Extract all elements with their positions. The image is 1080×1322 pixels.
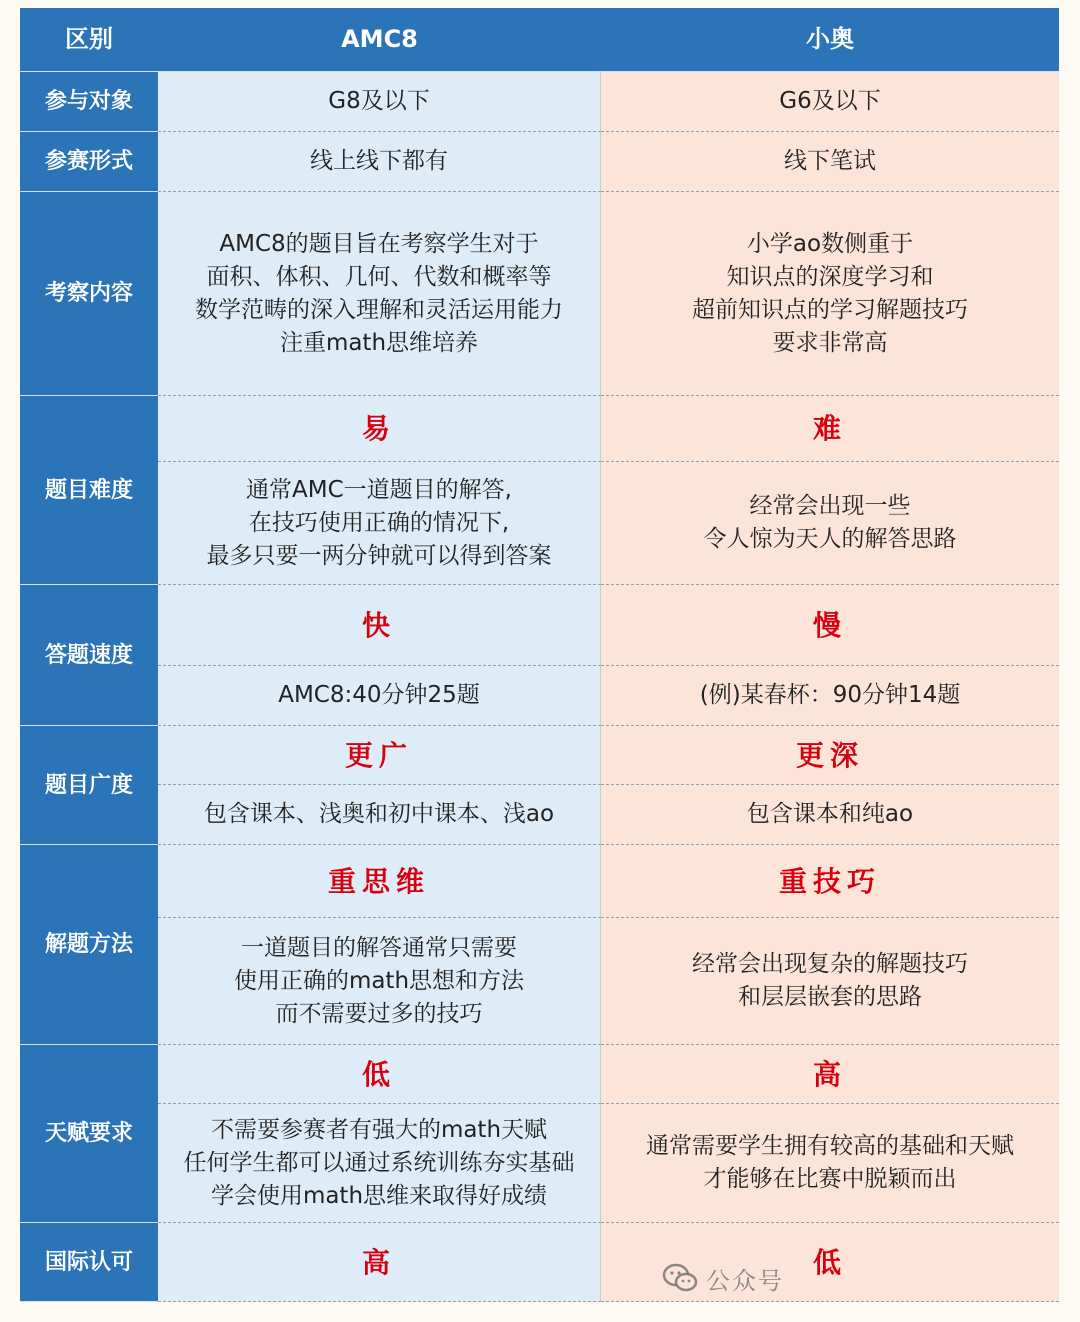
- xa-breadth-key: 更深: [601, 726, 1059, 785]
- amc-method: 一道题目的解答通常只需要 使用正确的math思想和方法 而不需要过多的技巧: [158, 918, 601, 1045]
- amc-difficulty: 通常AMC一道题目的解答, 在技巧使用正确的情况下, 最多只要一两分钟就可以得到答案: [158, 462, 601, 585]
- xa-speed: (例)某春杯：90分钟14题: [601, 666, 1059, 726]
- row-label-difficulty: 题目难度: [20, 396, 158, 585]
- xa-participants: G6及以下: [601, 72, 1059, 132]
- row-label-breadth: 题目广度: [20, 726, 158, 845]
- amc-breadth: 包含课本、浅奥和初中课本、浅ao: [158, 785, 601, 845]
- row-label-recognition: 国际认可: [20, 1223, 158, 1302]
- xa-method-key: 重技巧: [601, 845, 1059, 918]
- row-label-method: 解题方法: [20, 845, 158, 1045]
- header-difference: 区别: [20, 8, 158, 72]
- header-xiaoao: 小奥: [601, 8, 1059, 72]
- xa-talent: 通常需要学生拥有较高的基础和天赋 才能够在比赛中脱颖而出: [601, 1104, 1059, 1223]
- amc-content: AMC8的题目旨在考察学生对于 面积、体积、几何、代数和概率等 数学范畴的深入理解和灵活运用能力 注重math思维培养: [158, 192, 601, 396]
- xa-format: 线下笔试: [601, 132, 1059, 192]
- xa-recognition-key: 低: [601, 1223, 1059, 1302]
- amc-format: 线上线下都有: [158, 132, 601, 192]
- amc-difficulty-key: 易: [158, 396, 601, 462]
- amc-recognition-key: 高: [158, 1223, 601, 1302]
- row-label-speed: 答题速度: [20, 585, 158, 726]
- header-amc8: AMC8: [158, 8, 601, 72]
- row-label-talent: 天赋要求: [20, 1045, 158, 1223]
- xa-content: 小学ao数侧重于 知识点的深度学习和 超前知识点的学习解题技巧 要求非常高: [601, 192, 1059, 396]
- amc-speed-key: 快: [158, 585, 601, 666]
- watermark-text: 公众号: [706, 1266, 784, 1295]
- xa-speed-key: 慢: [601, 585, 1059, 666]
- amc-method-key: 重思维: [158, 845, 601, 918]
- amc-speed: AMC8:40分钟25题: [158, 666, 601, 726]
- amc-participants: G8及以下: [158, 72, 601, 132]
- amc-talent-key: 低: [158, 1045, 601, 1104]
- row-label-content: 考察内容: [20, 192, 158, 396]
- xa-difficulty-key: 难: [601, 396, 1059, 462]
- xa-method: 经常会出现复杂的解题技巧 和层层嵌套的思路: [601, 918, 1059, 1045]
- amc-talent: 不需要参赛者有强大的math天赋 任何学生都可以通过系统训练夯实基础 学会使用math思维来取得好成绩: [158, 1104, 601, 1223]
- amc-breadth-key: 更广: [158, 726, 601, 785]
- xa-difficulty: 经常会出现一些 令人惊为天人的解答思路: [601, 462, 1059, 585]
- row-label-format: 参赛形式: [20, 132, 158, 192]
- xa-breadth: 包含课本和纯ao: [601, 785, 1059, 845]
- xa-talent-key: 高: [601, 1045, 1059, 1104]
- comparison-table: [20, 8, 1059, 1302]
- row-label-participants: 参与对象: [20, 72, 158, 132]
